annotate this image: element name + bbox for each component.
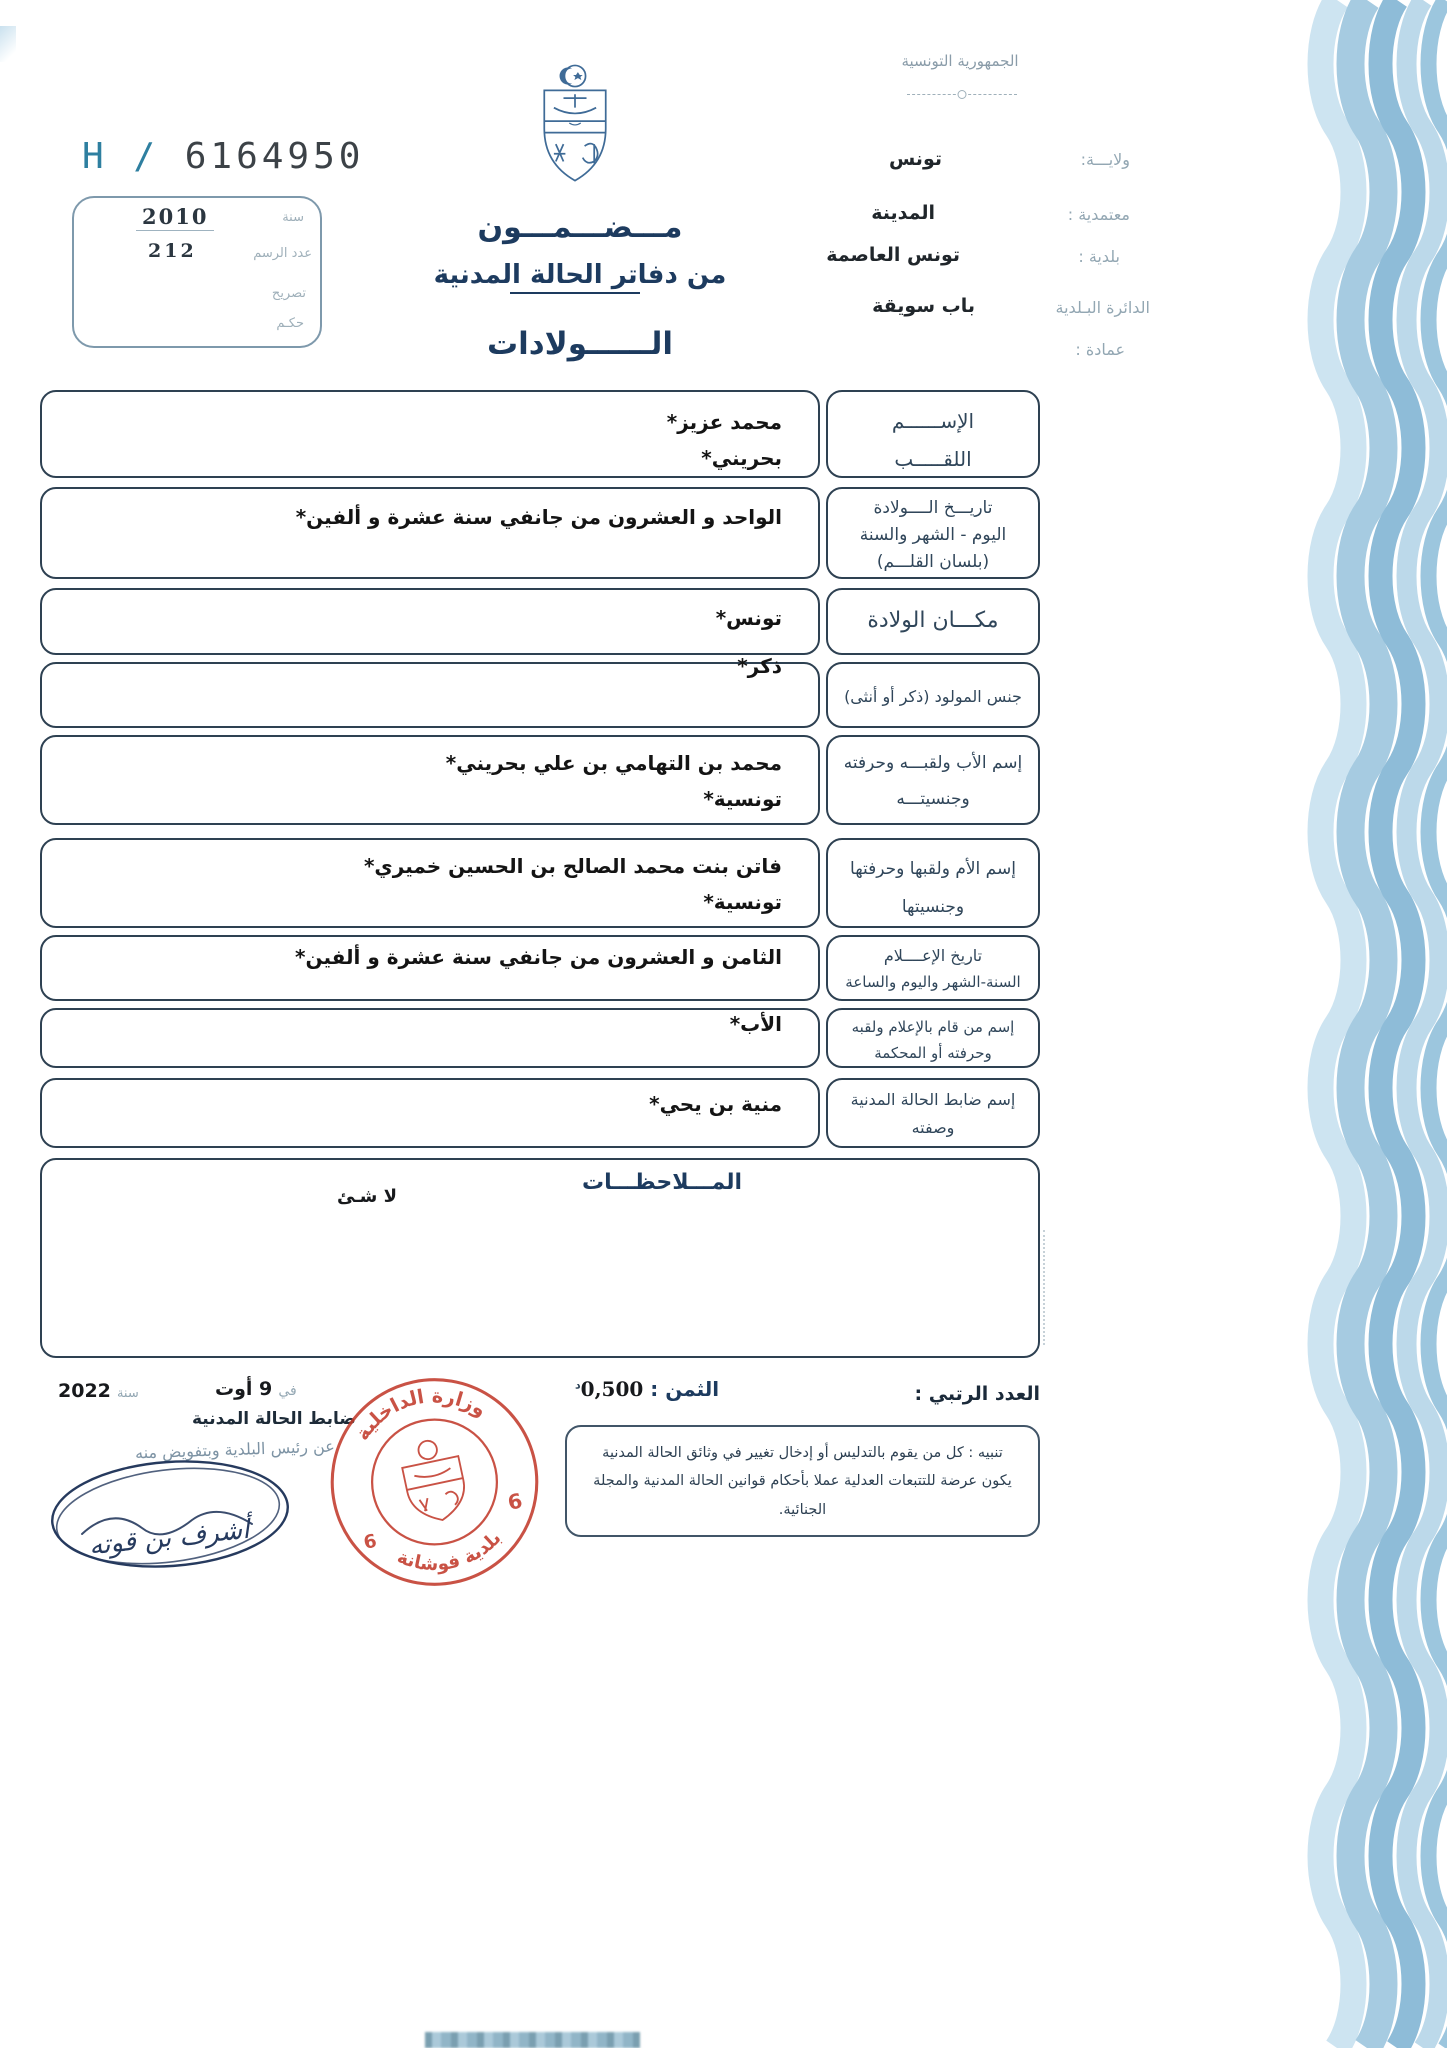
delegation-value: المدينة: [871, 202, 935, 224]
stamp-municipality-text: بلدية فوشانة: [394, 1527, 506, 1576]
serial-digits: 6164950: [184, 136, 365, 177]
handwritten-signature: [42, 1442, 297, 1587]
record-number-label: عدد الرسم: [253, 246, 312, 261]
municipality-value: تونس العاصمة: [826, 244, 960, 266]
mother-name-value: فاتن بنت محمد الصالح بن الحسين خميري*: [363, 854, 782, 878]
registry-year: 2010: [136, 204, 214, 231]
remarks-title: المـــلاحظـــات: [582, 1170, 743, 1195]
birth-date-label-1: تاريـــخ الــــولادة: [873, 498, 993, 518]
omda-label: عمادة :: [1075, 340, 1125, 359]
birth-place-label-box: [826, 588, 1040, 655]
civil-officer-label-2: وصفته: [911, 1118, 955, 1137]
father-name-value: محمد بن التهامي بن علي بحريني*: [445, 751, 782, 775]
municipality-label: بلدية :: [1078, 247, 1120, 266]
serial-prefix: H /: [82, 136, 160, 177]
svg-text:وزارة الداخلية: [344, 1371, 494, 1447]
sex-value: ذكر*: [737, 654, 782, 678]
mother-label-1: إسم الأم ولقبها وحرفتها: [850, 859, 1016, 879]
notification-date-label-2: السنة-الشهر واليوم والساعة: [845, 973, 1021, 991]
svg-text:بلدية فوشانة: [391, 1525, 510, 1585]
ordinal-number-label: العدد الرتبي :: [914, 1383, 1040, 1405]
security-wave-border: [1303, 0, 1447, 2048]
legal-notice-line-1: تنبيه : كل من يقوم بالتدليس أو إدخال تغيير في وثائق الحالة المدنية يكون عرضة: [602, 1445, 1012, 1490]
year-word: سنة: [116, 1386, 139, 1401]
notifier-label-box: [826, 1008, 1040, 1068]
issue-date: [215, 1378, 297, 1400]
document-serial-number: [82, 136, 364, 177]
father-value-box: [40, 735, 820, 825]
civil-officer-label-1: إسم ضابط الحالة المدنية: [850, 1090, 1016, 1109]
legal-notice-box: [565, 1425, 1040, 1537]
legal-notice-line-2: للتتبعات العدلية عملا بأحكام قوانين الحالة المدنية والمجلة الجنائية.: [593, 1473, 936, 1518]
father-label-1: إسم الأب ولقبـــه وحرفته: [843, 753, 1023, 773]
cutoff-stamp-fragment: [425, 2032, 640, 2048]
civil-officer-label-box: [826, 1078, 1040, 1148]
notifier-value-box: [40, 1008, 820, 1068]
sex-label-box: [826, 662, 1040, 728]
father-label-box: [826, 735, 1040, 825]
name-label: الإســــــم: [891, 409, 975, 433]
notification-date-value-box: [40, 935, 820, 1001]
title-extract: مـــضـــمـــون: [477, 210, 683, 245]
mother-value-box: [40, 838, 820, 928]
date-word: في: [278, 1383, 297, 1399]
record-number: 212: [148, 240, 197, 262]
notification-date-label-box: [826, 935, 1040, 1001]
civil-officer-value-box: [40, 1078, 820, 1148]
birth-place-value-box: [40, 588, 820, 655]
title-registers: من دفاتر الحالة المدنية: [370, 260, 790, 290]
mother-label-2: وجنسيتها: [901, 897, 965, 917]
registry-reference-box: [72, 196, 322, 348]
wilaya-label: ولايـــة:: [1080, 150, 1130, 169]
stamp-ministry-text: وزارة الداخلية: [350, 1384, 491, 1445]
given-name-value: محمد عزيز*: [666, 410, 782, 434]
stamp-crest-icon: [398, 1435, 471, 1526]
red-municipal-stamp: [301, 1347, 568, 1617]
name-surname-label-box: [826, 390, 1040, 478]
name-surname-value-box: [40, 390, 820, 478]
surname-value: بحريني*: [701, 446, 782, 470]
declaration-label: تصريح: [271, 286, 306, 301]
mother-label-box: [826, 838, 1040, 928]
notifier-label-2: وحرفته أو المحكمة: [874, 1044, 992, 1062]
ornament-divider: [907, 86, 1017, 95]
notifier-label-1: إسم من قام بالإعلام ولقبه: [851, 1018, 1015, 1036]
year-value: 2022: [58, 1380, 111, 1402]
wilaya-value: تونس: [888, 148, 942, 170]
notification-date-label-1: تاريخ الإعــــلام: [883, 946, 983, 965]
price-unit: د: [575, 1378, 581, 1392]
birth-place-label: مكـــان الولادة: [867, 608, 999, 633]
date-value: 9 أوت: [215, 1378, 273, 1400]
printer-micro-mark: [1043, 1230, 1047, 1345]
judgment-label: حكـم: [276, 316, 304, 331]
delegation-line: عن رئيس البلدية وبتفويض منه: [134, 1436, 336, 1463]
civil-officer-value: منية بن يحي*: [649, 1092, 782, 1116]
father-nationality-value: تونسية*: [703, 787, 782, 811]
birth-date-label-2: اليوم - الشهر والسنة: [859, 525, 1007, 545]
remarks-value: لا شـئ: [337, 1186, 398, 1207]
title-births: الــــــولادات: [486, 326, 674, 362]
price-line: [575, 1377, 760, 1401]
signature-name: أشرف بن قوته: [87, 1514, 251, 1562]
mother-nationality-value: تونسية*: [703, 890, 782, 914]
birth-place-value: تونس*: [715, 606, 782, 630]
notifier-value: الأب*: [729, 1012, 782, 1036]
republic-heading: الجمهورية التونسية: [901, 52, 1019, 70]
surname-label: اللقـــــب: [894, 447, 972, 471]
district-label: الدائرة البـلدية: [1055, 298, 1150, 317]
year-label: سنة: [282, 210, 304, 225]
sex-label: جنس المولود (ذكر أو أنثى): [844, 687, 1022, 706]
scan-corner-artifact: [0, 26, 16, 62]
father-label-2: وجنسيتـــه: [896, 789, 970, 809]
issue-year: [58, 1380, 139, 1402]
birth-date-value-box: [40, 487, 820, 579]
notification-date-value: الثامن و العشرون من جانفي سنة عشرة و ألفين*: [295, 945, 782, 969]
birth-date-value: الواحد و العشرون من جانفي سنة عشرة و ألفين*: [295, 505, 782, 529]
price-value: 0,500: [580, 1377, 644, 1401]
price-label: الثمن :: [650, 1377, 720, 1401]
remarks-box: [40, 1158, 1040, 1358]
tunisia-coat-of-arms-icon: [527, 60, 623, 188]
birth-date-label-box: [826, 487, 1040, 579]
birth-date-label-3: (بلسان القلـــم): [876, 552, 990, 572]
officer-title: ضابط الحالة المدنية: [192, 1409, 356, 1429]
stamp-digit-left: 6: [361, 1530, 379, 1554]
district-value: باب سويقة: [872, 295, 975, 317]
delegation-label: معتمدية :: [1067, 205, 1130, 224]
stamp-digit-right: 6: [505, 1488, 525, 1515]
sex-value-box: [40, 654, 820, 728]
